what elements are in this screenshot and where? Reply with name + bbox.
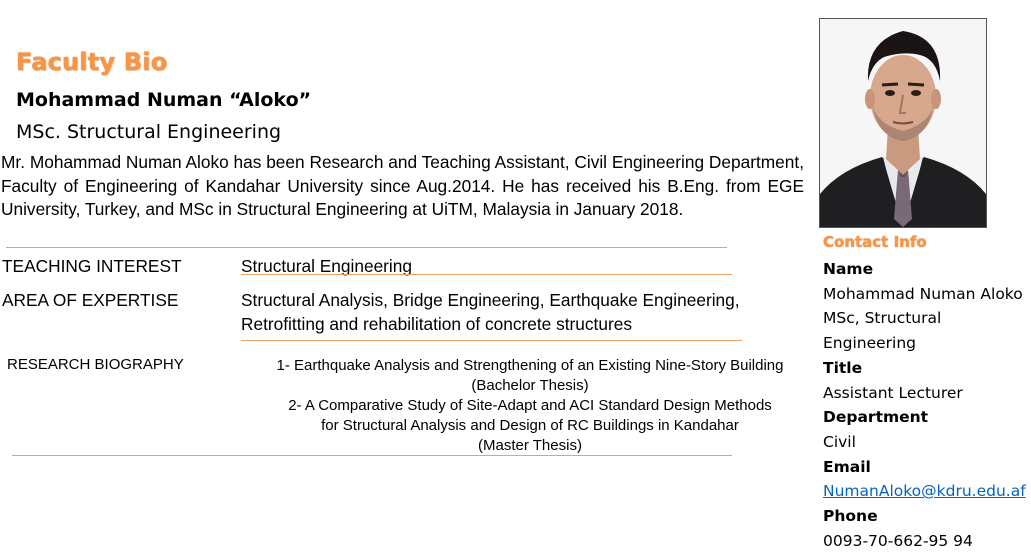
phone-value: 0093-70-662-95 94: [823, 531, 973, 550]
phone-label: Phone: [823, 507, 878, 526]
divider: [241, 340, 742, 341]
divider: [241, 274, 732, 275]
email-label: Email: [823, 457, 871, 476]
area-of-expertise-value: [241, 288, 740, 336]
email-link[interactable]: NumanAloko@kdru.edu.af: [823, 482, 1026, 501]
contact-degree-line: MSc, Structural: [823, 309, 942, 328]
page-title: Faculty Bio: [16, 48, 168, 76]
department-label: Department: [823, 408, 929, 427]
faculty-name: Mohammad Numan “Aloko”: [16, 89, 312, 111]
divider: [12, 455, 732, 456]
teaching-interest-label: TEACHING INTEREST: [2, 256, 182, 276]
name-label: Name: [823, 260, 874, 278]
faculty-degree: MSc. Structural Engineering: [16, 121, 282, 143]
research-biography-label: RESEARCH BIOGRAPHY: [7, 356, 184, 373]
research-item-line: for Structural Analysis and Design of RC Buildings in Kandahar: [321, 417, 739, 434]
research-item: [240, 356, 820, 396]
title-value: Assistant Lecturer: [823, 383, 963, 402]
research-item-line: (Master Thesis): [478, 437, 582, 454]
research-item: [240, 396, 820, 456]
expertise-line: Retrofitting and rehabilitation of concrete structures: [241, 314, 632, 334]
research-item-line: 1- Earthquake Analysis and Strengthening of an Existing Nine-Story Building: [276, 357, 784, 374]
divider: [6, 247, 727, 248]
contact-info: [823, 257, 1028, 553]
bio-paragraph: Mr. Mohammad Numan Aloko has been Research and Teaching Assistant, Civil Engineering Department, Faculty of Engineering of Kandahar University since Aug.2014. He has received his B.Eng. from EGE University, Turkey, and MSc in Structural Engineering at UiTM, Malaysia in January 2018.: [1, 152, 804, 219]
title-label: Title: [823, 358, 863, 377]
profile-photo: [819, 18, 987, 228]
expertise-line: Structural Analysis, Bridge Engineering, Earthquake Engineering,: [241, 290, 740, 310]
contact-info-heading: Contact Info: [823, 233, 927, 251]
research-item-line: 2- A Comparative Study of Site-Adapt and ACI Standard Design Methods: [288, 397, 772, 414]
name-value: Mohammad Numan Aloko: [823, 284, 1023, 303]
department-value: Civil: [823, 432, 856, 451]
research-item-line: (Bachelor Thesis): [471, 377, 589, 394]
contact-degree-line: Engineering: [823, 334, 916, 353]
research-list: [240, 356, 820, 456]
area-of-expertise-label: AREA OF EXPERTISE: [2, 290, 179, 310]
teaching-interest-value: Structural Engineering: [241, 256, 412, 276]
